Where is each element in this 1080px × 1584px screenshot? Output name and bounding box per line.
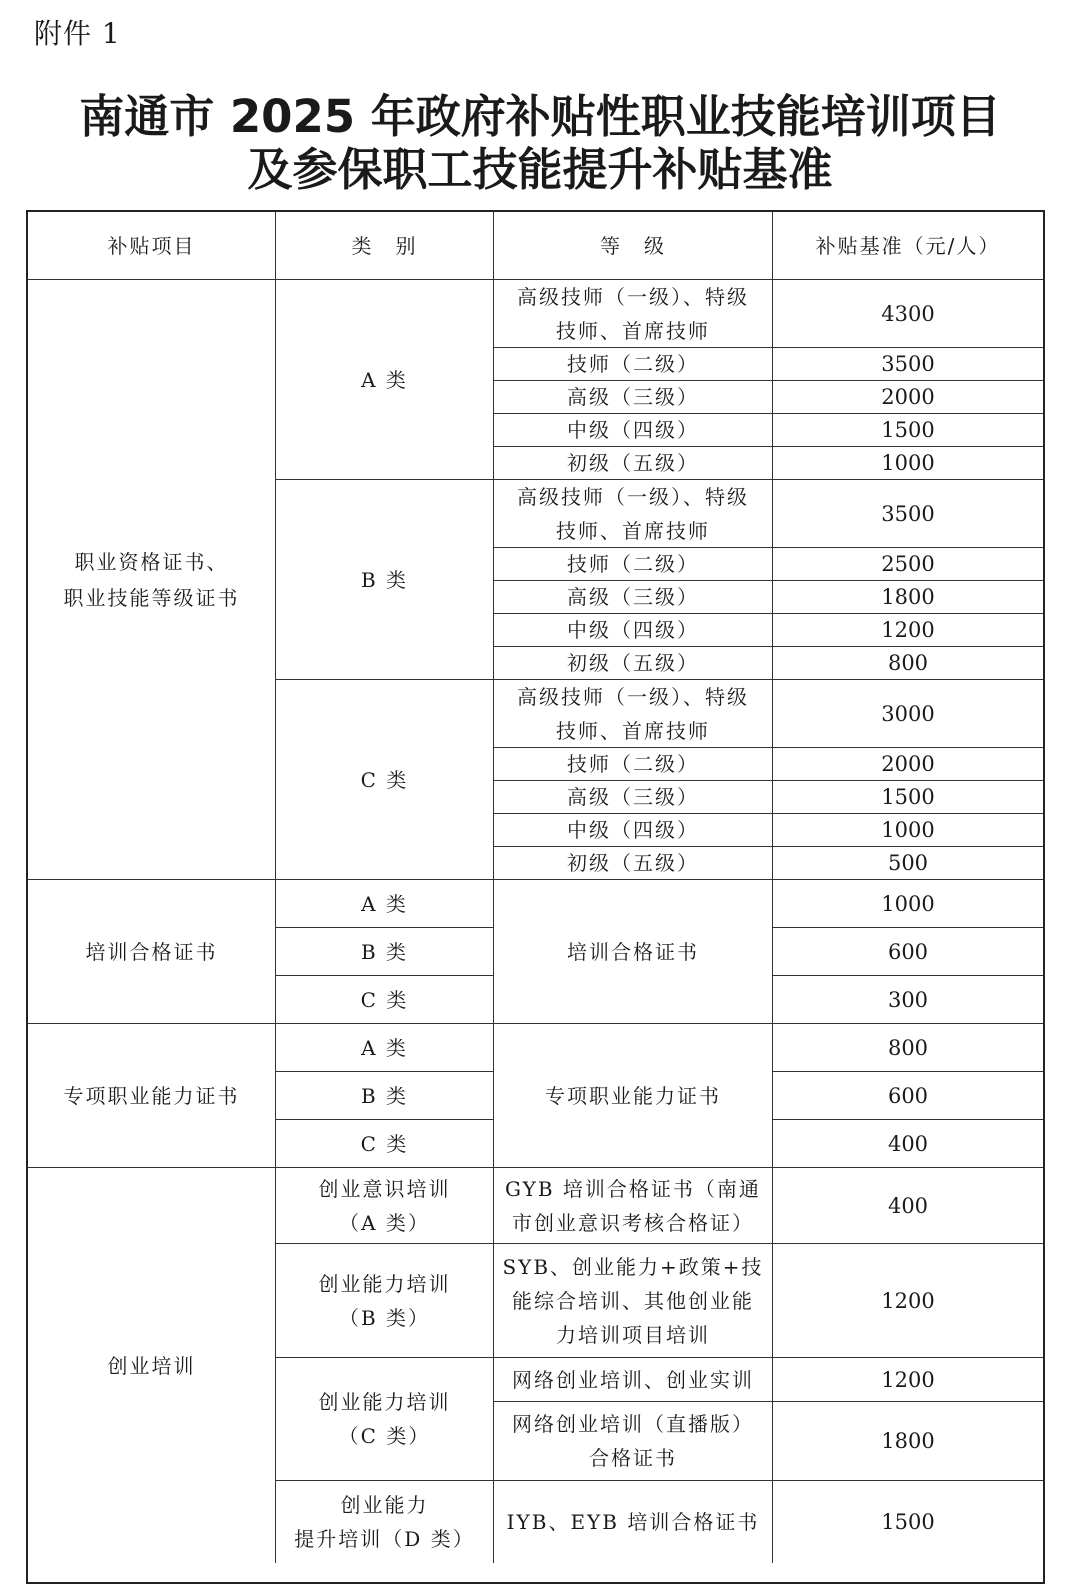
level-junior: 初级（五级） [494,647,773,680]
value-cert-c-3: 1500 [773,781,1043,814]
value-cert-b-2: 2500 [773,548,1043,581]
page-title-line1: 南通市 2025 年政府补贴性职业技能培训项目 [79,90,1001,143]
startup-improve-grade: IYB、EYB 培训合格证书 [494,1481,773,1563]
attachment-label: 附件 1 [34,17,121,50]
value-startup-awareness: 400 [773,1168,1043,1244]
group-special: 专项职业能力证书 [28,1024,276,1168]
header-subsidy-item: 补贴项目 [28,212,276,280]
value-cert-a-1: 4300 [773,280,1043,348]
startup-awareness-grade: GYB 培训合格证书（南通 市创业意识考核合格证） [494,1168,773,1244]
group-cert: 职业资格证书、 职业技能等级证书 [28,280,276,880]
value-startup-improve: 1500 [881,1510,935,1534]
value-cert-a-4: 1500 [773,414,1043,447]
startup-ability-c-grade-2: 网络创业培训（直播版） 合格证书 [494,1402,773,1481]
level-middle: 中级（四级） [494,614,773,647]
training-grade: 培训合格证书 [494,880,773,1024]
value-cert-c-5: 500 [773,847,1043,880]
special-class-b: B 类 [276,1072,494,1120]
value-cert-b-3: 1800 [773,581,1043,614]
value-cert-c-1: 3000 [773,680,1043,748]
training-class-a: A 类 [276,880,494,928]
startup-ability-c-class: 创业能力培训 （C 类） [276,1358,494,1481]
level-tech: 技师（二级） [494,548,773,581]
startup-ability-b-grade: SYB、创业能力+政策+技 能综合培训、其他创业能 力培训项目培训 [494,1244,773,1358]
value-training-b: 600 [773,928,1043,976]
header-subsidy-standard: 补贴基准（元/人） [773,212,1043,280]
value-cert-a-5: 1000 [773,447,1043,480]
value-cert-c-2: 2000 [773,748,1043,781]
group-training: 培训合格证书 [28,880,276,1024]
value-cert-b-4: 1200 [773,614,1043,647]
value-cert-c-4: 1000 [773,814,1043,847]
value-special-a: 800 [773,1024,1043,1072]
training-class-b: B 类 [276,928,494,976]
startup-ability-c-grade-1: 网络创业培训、创业实训 [494,1358,773,1402]
level-senior-tech: 高级技师（一级）、特级 技师、首席技师 [494,480,773,548]
header-category: 类 别 [276,212,494,280]
startup-improve-class: 创业能力 提升培训（D 类） [276,1481,494,1563]
special-class-c: C 类 [276,1120,494,1168]
value-startup-ability-c-1: 1200 [773,1358,1043,1402]
value-training-c: 300 [773,976,1043,1024]
cert-class-b: B 类 [276,480,494,680]
startup-ability-b-class: 创业能力培训 （B 类） [276,1244,494,1358]
value-startup-ability-c-2: 1800 [773,1402,1043,1481]
startup-awareness-class: 创业意识培训 （A 类） [276,1168,494,1244]
level-senior: 高级（三级） [494,781,773,814]
value-cert-b-1: 3500 [773,480,1043,548]
level-tech: 技师（二级） [494,748,773,781]
level-middle: 中级（四级） [494,414,773,447]
value-training-a: 1000 [773,880,1043,928]
subsidy-table [26,210,1045,1584]
value-cert-a-2: 3500 [773,348,1043,381]
level-tech: 技师（二级） [494,348,773,381]
level-senior: 高级（三级） [494,381,773,414]
level-junior: 初级（五级） [494,847,773,880]
cert-class-a: A 类 [276,280,494,480]
training-class-c: C 类 [276,976,494,1024]
group-startup: 创业培训 [28,1168,276,1563]
level-senior: 高级（三级） [494,581,773,614]
level-senior-tech: 高级技师（一级）、特级 技师、首席技师 [494,280,773,348]
value-startup-ability-b: 1200 [773,1244,1043,1358]
cert-class-c: C 类 [276,680,494,880]
special-class-a: A 类 [276,1024,494,1072]
value-special-b: 600 [773,1072,1043,1120]
value-special-c: 400 [773,1120,1043,1168]
value-cert-b-5: 800 [773,647,1043,680]
header-level: 等 级 [494,212,773,280]
level-senior-tech: 高级技师（一级）、特级 技师、首席技师 [494,680,773,748]
value-cert-a-3: 2000 [773,381,1043,414]
special-grade: 专项职业能力证书 [494,1024,773,1168]
page-title-line2: 及参保职工技能提升补贴基准 [247,143,833,196]
level-middle: 中级（四级） [494,814,773,847]
level-junior: 初级（五级） [494,447,773,480]
